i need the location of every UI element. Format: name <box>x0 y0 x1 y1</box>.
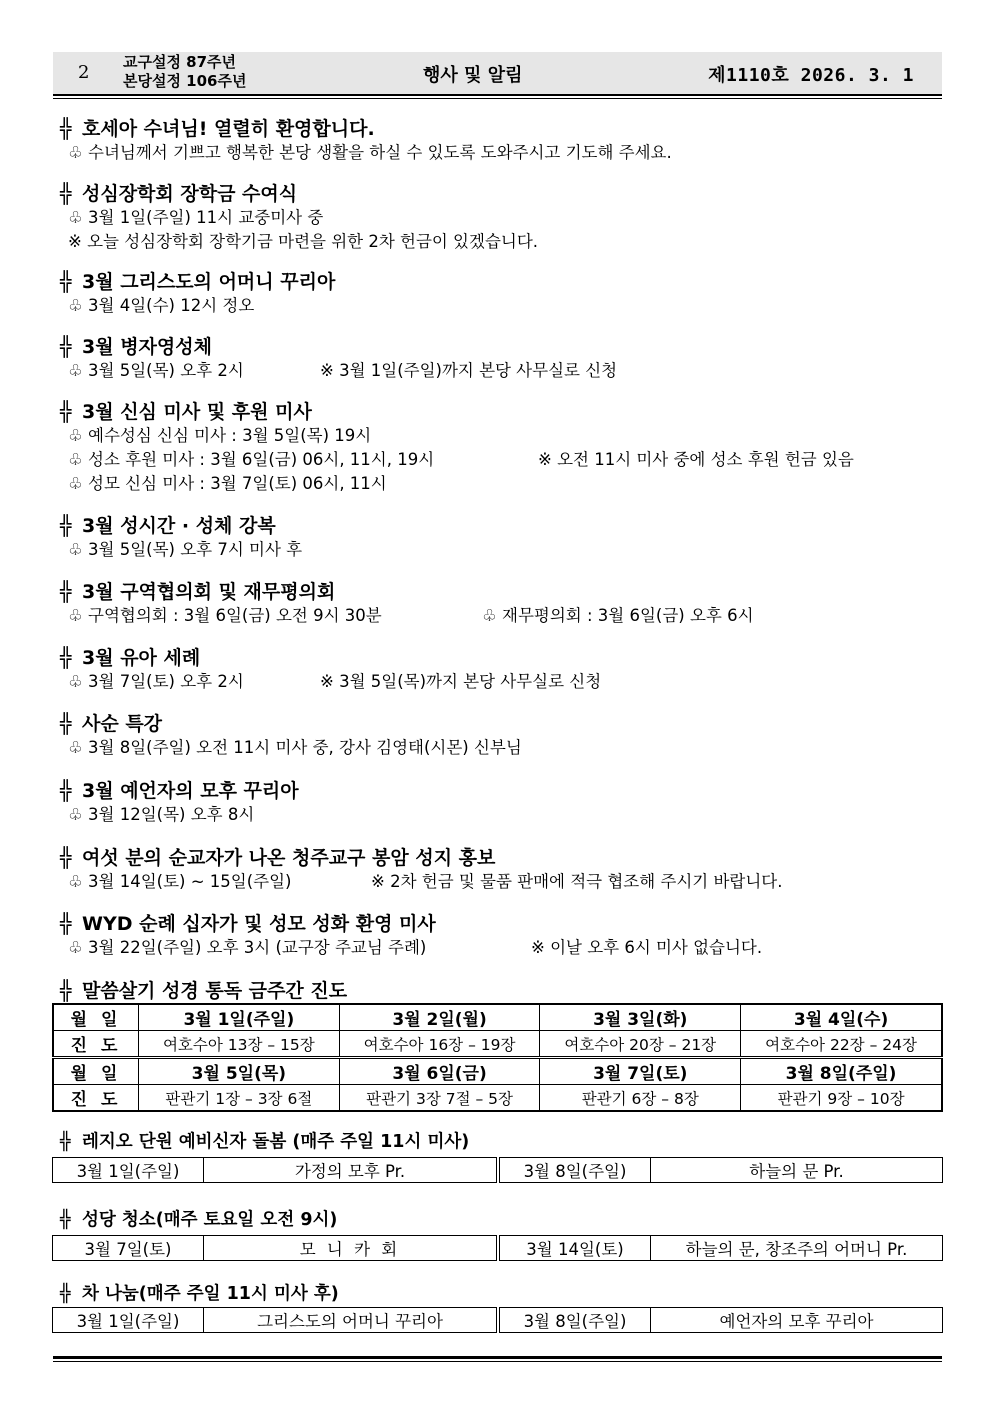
table-cell: 판관기 6장 – 8장 <box>540 1085 741 1112</box>
table-cell: 모 니 카 회 <box>204 1236 499 1261</box>
section-holy-hour <box>60 514 302 562</box>
page-number: 2 <box>78 62 90 83</box>
cross-mark-icon: ╬ <box>60 780 72 802</box>
table-cell: 여호수아 13장 – 15장 <box>139 1031 340 1058</box>
parish-anniversary: 본당설정 106주년 <box>123 72 247 90</box>
section-line: ♧ 3월 1일(주일) 11시 교중미사 중 <box>68 208 324 227</box>
cross-mark-icon: ╬ <box>60 271 72 293</box>
section-welcome <box>60 117 672 165</box>
table-cell: 판관기 1장 – 3장 6절 <box>139 1085 340 1112</box>
cross-mark-icon: ╬ <box>60 1284 71 1304</box>
footer-rule-thin <box>53 1361 942 1362</box>
section-line: ♧ 성모 신심 미사 : 3월 7일(토) 06시, 11시 <box>68 474 387 493</box>
table-cell: 3월 5일(목) <box>139 1058 340 1085</box>
section-line: ♧ 수녀님께서 기쁘고 행복한 본당 생활을 하실 수 있도록 도와주시고 기도해 주세요. <box>68 143 672 162</box>
section-title: 차 나눔(매주 주일 11시 미사 후) <box>82 1284 339 1304</box>
section-curia-mother <box>60 270 335 318</box>
section-devotional-mass <box>60 400 854 496</box>
section-title: 성심장학회 장학금 수여식 <box>82 183 298 205</box>
table-row <box>53 1004 942 1031</box>
table-cell: 3월 6일(금) <box>339 1058 540 1085</box>
section-note: ※ 3월 1일(주일)까지 본당 사무실로 신청 <box>320 361 618 380</box>
bible-reading-table <box>52 1003 943 1112</box>
table-cell: 예언자의 모후 꾸리아 <box>651 1308 943 1333</box>
section-note: ※ 3월 5일(목)까지 본당 사무실로 신청 <box>320 672 602 691</box>
table-cell: 3월 7일(토) <box>540 1058 741 1085</box>
table-row <box>53 1058 942 1085</box>
table-cell: 판관기 3장 7절 – 5장 <box>339 1085 540 1112</box>
section-line: ♧ 3월 4일(수) 12시 정오 <box>68 296 255 315</box>
section-sick-communion <box>60 335 618 383</box>
cross-mark-icon: ╬ <box>60 183 72 205</box>
footer-rule <box>53 1356 942 1359</box>
section-line: ♧ 3월 5일(목) 오후 7시 미사 후 <box>68 540 303 559</box>
table-cell: 3월 1일(주일) <box>53 1158 204 1183</box>
anniversary-info <box>123 53 246 91</box>
table-cell: 3월 4일(수) <box>741 1004 942 1031</box>
table-cell: 3월 8일(주일) <box>498 1308 651 1333</box>
section-title: 레지오 단원 예비신자 돌봄 (매주 주일 11시 미사) <box>82 1132 470 1152</box>
section-title: 사순 특강 <box>82 713 163 735</box>
section-curia-prophets <box>60 779 299 827</box>
cleaning-schedule-table <box>52 1235 943 1261</box>
row-label: 월 일 <box>53 1058 139 1085</box>
section-wyd-cross <box>60 912 763 960</box>
section-line: ♧ 예수성심 신심 미사 : 3월 5일(목) 19시 <box>68 426 372 445</box>
table-cell: 3월 7일(토) <box>53 1236 204 1261</box>
section-title: 말씀살기 성경 통독 금주간 진도 <box>82 980 348 1002</box>
diocese-anniversary: 교구설정 87주년 <box>123 53 237 71</box>
section-line: ♧ 3월 14일(토) ~ 15일(주일) <box>68 872 292 891</box>
page-header <box>53 52 942 94</box>
section-line: ♧ 구역협의회 : 3월 6일(금) 오전 9시 30분 <box>68 606 382 625</box>
section-title: WYD 순례 십자가 및 성모 성화 환영 미사 <box>82 913 436 935</box>
section-title: 3월 예언자의 모후 꾸리아 <box>82 780 299 802</box>
table-cell: 가정의 모후 Pr. <box>204 1158 499 1183</box>
section-church-cleaning <box>60 1208 337 1232</box>
section-line: ※ 오늘 성심장학회 장학기금 마련을 위한 2차 헌금이 있겠습니다. <box>68 232 539 251</box>
issue-number: 제1110호 2026. 3. 1 <box>708 65 914 86</box>
page-title: 행사 및 알림 <box>423 65 523 86</box>
table-cell: 3월 3일(화) <box>540 1004 741 1031</box>
section-title: 3월 구역협의회 및 재무평의회 <box>82 581 336 603</box>
section-title: 3월 성시간 · 성체 강복 <box>82 515 276 537</box>
section-note: ※ 이날 오후 6시 미사 없습니다. <box>531 938 763 957</box>
section-councils <box>60 580 754 628</box>
table-cell: 3월 1일(주일) <box>139 1004 340 1031</box>
table-cell: 3월 8일(주일) <box>498 1158 651 1183</box>
cross-mark-icon: ╬ <box>60 847 72 869</box>
cross-mark-icon: ╬ <box>60 336 72 358</box>
legio-schedule-table <box>52 1157 943 1183</box>
section-note: ※ 2차 헌금 및 물품 판매에 적극 협조해 주시기 바랍니다. <box>371 872 783 891</box>
section-title: 3월 그리스도의 어머니 꾸리아 <box>82 271 336 293</box>
cross-mark-icon: ╬ <box>60 713 72 735</box>
header-rule-thin <box>53 98 942 99</box>
section-infant-baptism <box>60 646 602 694</box>
cross-mark-icon: ╬ <box>60 913 72 935</box>
cross-mark-icon: ╬ <box>60 647 72 669</box>
section-note: ♧ 재무평의회 : 3월 6일(금) 오후 6시 <box>482 606 754 625</box>
section-line: ♧ 3월 5일(목) 오후 2시 <box>68 361 244 380</box>
header-rule <box>53 94 942 96</box>
cross-mark-icon: ╬ <box>60 118 72 140</box>
cross-mark-icon: ╬ <box>60 515 72 537</box>
section-title: 3월 유아 세례 <box>82 647 201 669</box>
section-title: 여섯 분의 순교자가 나온 청주교구 봉암 성지 홍보 <box>82 847 496 869</box>
table-row <box>53 1236 943 1261</box>
table-cell: 3월 2일(월) <box>339 1004 540 1031</box>
section-title: 성당 청소(매주 토요일 오전 9시) <box>82 1210 338 1230</box>
section-line: ♧ 3월 22일(주일) 오후 3시 (교구장 주교님 주례) <box>68 938 427 957</box>
section-tea-sharing <box>60 1282 339 1306</box>
cross-mark-icon: ╬ <box>60 401 72 423</box>
row-label: 진 도 <box>53 1085 139 1112</box>
table-cell: 여호수아 20장 – 21장 <box>540 1031 741 1058</box>
table-cell: 하늘의 문, 창조주의 어머니 Pr. <box>651 1236 943 1261</box>
section-lent-lecture <box>60 712 522 760</box>
table-cell: 3월 8일(주일) <box>741 1058 942 1085</box>
table-row <box>53 1158 943 1183</box>
row-label: 진 도 <box>53 1031 139 1058</box>
section-line: ♧ 3월 8일(주일) 오전 11시 미사 중, 강사 김영태(시몬) 신부님 <box>68 738 522 757</box>
section-line: ♧ 3월 7일(토) 오후 2시 <box>68 672 244 691</box>
row-label: 월 일 <box>53 1004 139 1031</box>
section-legio-care <box>60 1130 469 1154</box>
section-title: 3월 신심 미사 및 후원 미사 <box>82 401 312 423</box>
section-title: 3월 병자영성체 <box>82 336 212 358</box>
table-row <box>53 1308 943 1333</box>
table-cell: 그리스도의 어머니 꾸리아 <box>204 1308 499 1333</box>
section-bible-reading <box>60 979 347 1003</box>
cross-mark-icon: ╬ <box>60 980 72 1002</box>
cross-mark-icon: ╬ <box>60 581 72 603</box>
section-scholarship <box>60 182 538 254</box>
cross-mark-icon: ╬ <box>60 1210 71 1230</box>
cross-mark-icon: ╬ <box>60 1132 71 1152</box>
table-cell: 여호수아 16장 – 19장 <box>339 1031 540 1058</box>
section-note: ※ 오전 11시 미사 중에 성소 후원 헌금 있음 <box>538 450 854 469</box>
table-cell: 하늘의 문 Pr. <box>651 1158 943 1183</box>
section-line: ♧ 3월 12일(목) 오후 8시 <box>68 805 255 824</box>
table-cell: 여호수아 22장 – 24장 <box>741 1031 942 1058</box>
table-cell: 판관기 9장 – 10장 <box>741 1085 942 1112</box>
table-row <box>53 1085 942 1112</box>
table-row <box>53 1031 942 1058</box>
section-shrine-promotion <box>60 846 783 894</box>
section-line: ♧ 성소 후원 미사 : 3월 6일(금) 06시, 11시, 19시 <box>68 450 435 469</box>
table-cell: 3월 1일(주일) <box>53 1308 204 1333</box>
tea-schedule-table <box>52 1307 943 1333</box>
table-cell: 3월 14일(토) <box>498 1236 651 1261</box>
section-title: 호세아 수녀님! 열렬히 환영합니다. <box>82 118 375 140</box>
